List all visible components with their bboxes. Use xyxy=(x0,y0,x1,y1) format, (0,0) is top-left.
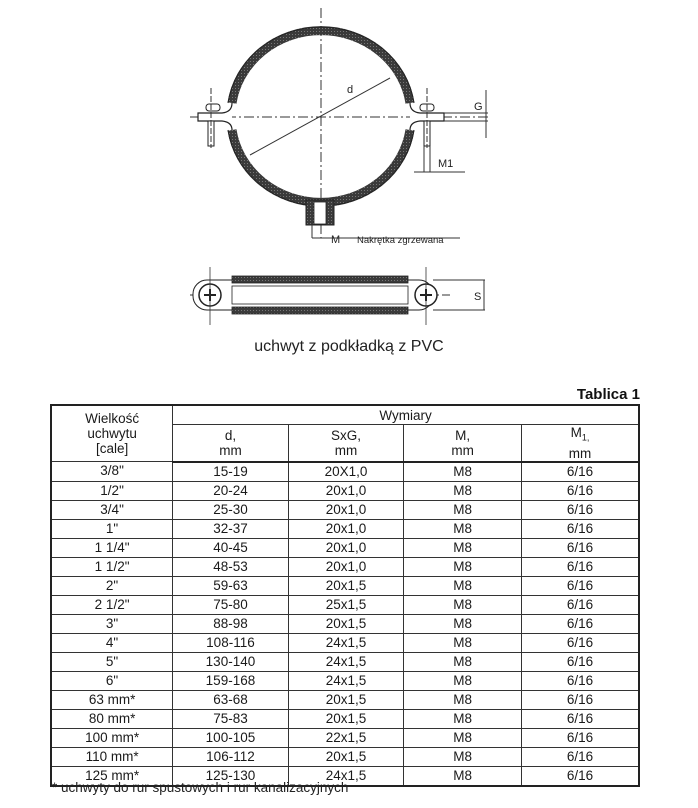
cell-d: 15-19 xyxy=(173,462,289,482)
cell-m: M8 xyxy=(404,462,522,482)
table-row xyxy=(51,519,639,538)
cell-d: 100-105 xyxy=(173,728,289,747)
table-row xyxy=(51,614,639,633)
cell-m1: 6/16 xyxy=(521,481,639,500)
table-row xyxy=(51,671,639,690)
header-sxg-line2: mm xyxy=(334,442,358,458)
header-d-line2: mm xyxy=(219,442,242,458)
label-welded-nut: Nakrętka zgrzewana xyxy=(357,235,444,246)
header-m-line2: mm xyxy=(451,442,474,458)
cell-d: 130-140 xyxy=(173,652,289,671)
diagram-caption: uchwyt z podkładką z PVC xyxy=(254,338,444,355)
cell-sxg: 24x1,5 xyxy=(288,671,404,690)
dimensions-table xyxy=(50,404,640,787)
cell-d: 48-53 xyxy=(173,557,289,576)
cell-d: 75-83 xyxy=(173,709,289,728)
cell-size: 3" xyxy=(51,614,173,633)
cell-size: 125 mm* xyxy=(51,766,173,786)
cell-d: 20-24 xyxy=(173,481,289,500)
cell-m: M8 xyxy=(404,728,522,747)
cell-sxg: 20x1,5 xyxy=(288,690,404,709)
table-row xyxy=(51,538,639,557)
cell-m1: 6/16 xyxy=(521,614,639,633)
header-dimensions: Wymiary xyxy=(173,405,639,425)
header-sxg xyxy=(288,425,404,462)
cell-sxg: 22x1,5 xyxy=(288,728,404,747)
label-m: M xyxy=(331,234,341,246)
header-m1-line2: mm xyxy=(568,445,592,461)
cell-m: M8 xyxy=(404,519,522,538)
header-m1 xyxy=(521,425,639,462)
cell-m1: 6/16 xyxy=(521,462,639,482)
cell-sxg: 20x1,0 xyxy=(288,519,404,538)
cell-size: 3/4" xyxy=(51,500,173,519)
table-row xyxy=(51,500,639,519)
cell-m: M8 xyxy=(404,481,522,500)
cell-d: 125-130 xyxy=(173,766,289,786)
table-title: Tablica 1 xyxy=(576,386,640,403)
table-row xyxy=(51,652,639,671)
clamp-front-view xyxy=(190,8,490,246)
cell-m1: 6/16 xyxy=(521,728,639,747)
cell-d: 32-37 xyxy=(173,519,289,538)
cell-m: M8 xyxy=(404,747,522,766)
cell-size: 1/2" xyxy=(51,481,173,500)
cell-size: 3/8" xyxy=(51,462,173,482)
header-sxg-line1: SxG, xyxy=(331,427,362,443)
table-row xyxy=(51,747,639,766)
cell-d: 106-112 xyxy=(173,747,289,766)
pipe-clamp-diagram xyxy=(0,0,698,330)
cell-size: 6" xyxy=(51,671,173,690)
cell-sxg: 20x1,5 xyxy=(288,709,404,728)
cell-m: M8 xyxy=(404,709,522,728)
cell-d: 59-63 xyxy=(173,576,289,595)
cell-m1: 6/16 xyxy=(521,652,639,671)
cell-sxg: 20x1,0 xyxy=(288,481,404,500)
cell-size: 80 mm* xyxy=(51,709,173,728)
cell-size: 2 1/2" xyxy=(51,595,173,614)
table-row xyxy=(51,633,639,652)
cell-d: 40-45 xyxy=(173,538,289,557)
header-row-group xyxy=(51,405,639,425)
cell-m1: 6/16 xyxy=(521,747,639,766)
header-m xyxy=(404,425,522,462)
cell-m1: 6/16 xyxy=(521,690,639,709)
cell-sxg: 20x1,5 xyxy=(288,614,404,633)
cell-size: 110 mm* xyxy=(51,747,173,766)
cell-m: M8 xyxy=(404,633,522,652)
cell-d: 88-98 xyxy=(173,614,289,633)
table-row xyxy=(51,728,639,747)
cell-m1: 6/16 xyxy=(521,519,639,538)
cell-d: 63-68 xyxy=(173,690,289,709)
cell-m: M8 xyxy=(404,500,522,519)
cell-size: 2" xyxy=(51,576,173,595)
label-d: d xyxy=(347,84,354,96)
table-row xyxy=(51,481,639,500)
table-row xyxy=(51,462,639,482)
cell-size: 1 1/2" xyxy=(51,557,173,576)
cell-sxg: 20x1,0 xyxy=(288,500,404,519)
header-d xyxy=(173,425,289,462)
header-m1-line1 xyxy=(522,425,638,446)
cell-m1: 6/16 xyxy=(521,500,639,519)
cell-m1: 6/16 xyxy=(521,633,639,652)
table-row xyxy=(51,709,639,728)
cell-m1: 6/16 xyxy=(521,595,639,614)
cell-m: M8 xyxy=(404,538,522,557)
cell-m: M8 xyxy=(404,766,522,786)
cell-d: 75-80 xyxy=(173,595,289,614)
header-size-line2: uchwytu xyxy=(87,426,137,442)
cell-sxg: 24x1,5 xyxy=(288,633,404,652)
cell-size: 5" xyxy=(51,652,173,671)
clamp-top-view xyxy=(190,267,485,325)
cell-m: M8 xyxy=(404,595,522,614)
cell-m1: 6/16 xyxy=(521,557,639,576)
cell-sxg: 20x1,0 xyxy=(288,538,404,557)
cell-sxg: 20x1,5 xyxy=(288,747,404,766)
cell-m: M8 xyxy=(404,576,522,595)
cell-size: 4" xyxy=(51,633,173,652)
header-size-line3: [cale] xyxy=(95,441,129,457)
label-m1: M1 xyxy=(438,158,454,170)
cell-m: M8 xyxy=(404,690,522,709)
table-row xyxy=(51,557,639,576)
cell-m: M8 xyxy=(404,671,522,690)
cell-sxg: 24x1,5 xyxy=(288,766,404,786)
header-size-line1: Wielkość xyxy=(85,411,140,427)
cell-m1: 6/16 xyxy=(521,671,639,690)
cell-sxg: 20x1,5 xyxy=(288,576,404,595)
cell-d: 159-168 xyxy=(173,671,289,690)
cell-m1: 6/16 xyxy=(521,576,639,595)
cell-size: 1" xyxy=(51,519,173,538)
cell-size: 100 mm* xyxy=(51,728,173,747)
header-d-line1: d, xyxy=(224,427,237,443)
cell-size: 1 1/4" xyxy=(51,538,173,557)
header-size xyxy=(51,405,173,462)
cell-m: M8 xyxy=(404,614,522,633)
cell-d: 25-30 xyxy=(173,500,289,519)
cell-sxg: 20X1,0 xyxy=(288,462,404,482)
cell-d: 108-116 xyxy=(173,633,289,652)
cell-sxg: 24x1,5 xyxy=(288,652,404,671)
table-row xyxy=(51,690,639,709)
table-row xyxy=(51,595,639,614)
table-footnote: * uchwyty do rur spustowych i rur kanalizacyjnych xyxy=(52,780,349,795)
header-m1-main: M xyxy=(570,425,582,440)
label-g: G xyxy=(474,101,483,113)
header-m-line1: M, xyxy=(455,427,471,443)
header-m1-sub: 1, xyxy=(581,432,590,443)
cell-m: M8 xyxy=(404,652,522,671)
cell-size: 63 mm* xyxy=(51,690,173,709)
cell-sxg: 25x1,5 xyxy=(288,595,404,614)
table-row xyxy=(51,576,639,595)
cell-sxg: 20x1,0 xyxy=(288,557,404,576)
label-s: S xyxy=(474,291,482,303)
cell-m1: 6/16 xyxy=(521,538,639,557)
cell-m1: 6/16 xyxy=(521,709,639,728)
cell-m: M8 xyxy=(404,557,522,576)
cell-m1: 6/16 xyxy=(521,766,639,786)
